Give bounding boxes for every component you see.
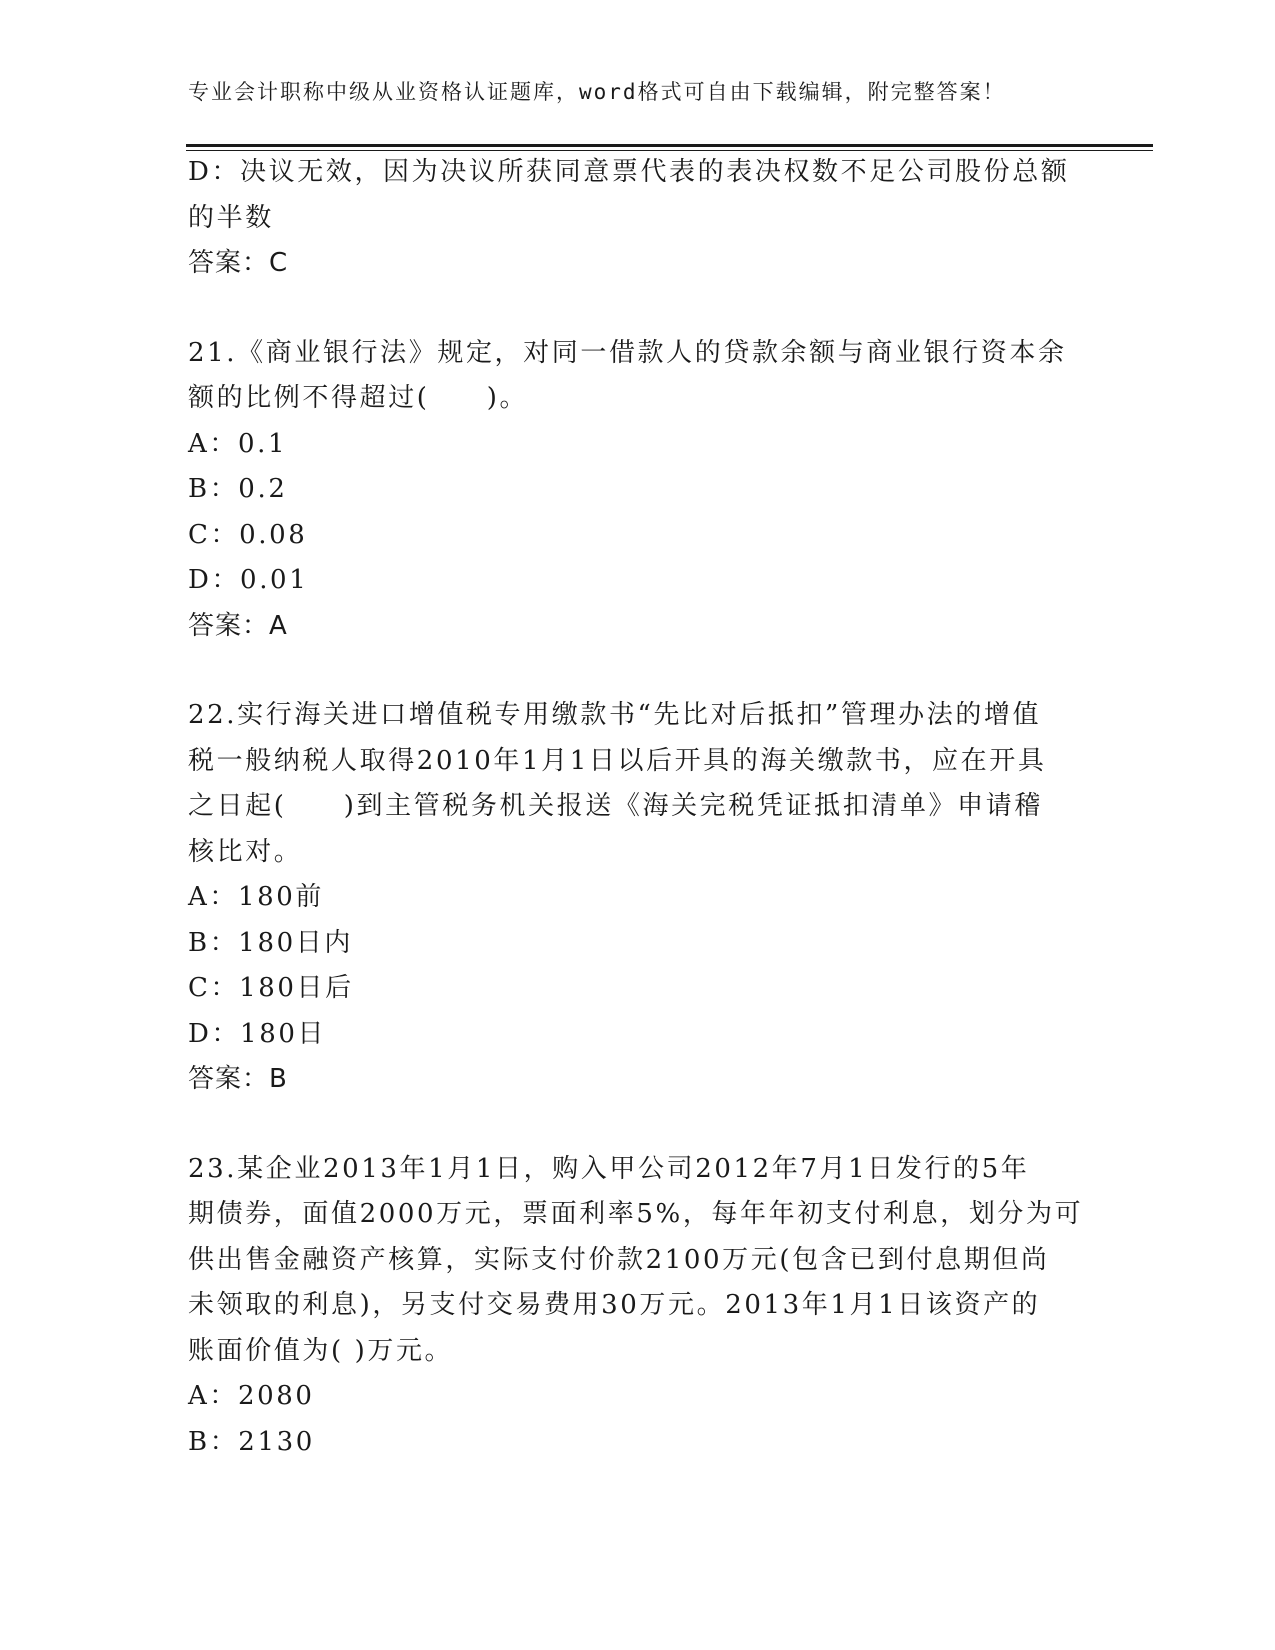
question-stem-line: 额的比例不得超过( )。 <box>188 383 529 413</box>
option-line: 的半数 <box>188 202 274 233</box>
option-a: A：0.1 <box>188 428 288 459</box>
question-23 <box>188 1147 1088 1466</box>
answer-line: 答案：A <box>188 610 288 641</box>
continued-question <box>188 150 1088 287</box>
question-stem-line: 核比对。 <box>188 836 303 867</box>
answer-line: 答案：B <box>188 1064 288 1094</box>
option-a: A：2080 <box>188 1381 315 1411</box>
answer-line: 答案：C <box>188 248 289 278</box>
option-b: B：180日内 <box>188 927 353 958</box>
question-stem-line: 23.某企业2013年1月1日，购入甲公司2012年7月1日发行的5年 <box>188 1153 1030 1184</box>
option-d: D：0.01 <box>188 565 309 595</box>
question-stem-line: 21.《商业银行法》规定，对同一借款人的贷款余额与商业银行资本余 <box>188 337 1067 368</box>
option-d: D：180日 <box>188 1018 327 1049</box>
option-b: B：2130 <box>188 1426 315 1457</box>
header-rule-thick <box>186 144 1153 147</box>
option-b: B：0.2 <box>188 474 288 504</box>
option-line: D：决议无效，因为决议所获同意票代表的表决权数不足公司股份总额 <box>188 157 1070 187</box>
question-stem-line: 供出售金融资产核算，实际支付价款2100万元(包含已到付息期但尚 <box>188 1244 1050 1275</box>
question-stem-line: 之日起( )到主管税务机关报送《海关完税凭证抵扣清单》申请稽 <box>188 791 1043 821</box>
question-stem-line: 期债券，面值2000万元，票面利率5%，每年年初支付利息，划分为可 <box>188 1199 1084 1229</box>
option-a: A：180前 <box>188 882 325 912</box>
option-c: C：0.08 <box>188 519 308 550</box>
question-21 <box>188 331 1088 650</box>
question-stem-line: 账面价值为( )万元。 <box>188 1335 454 1366</box>
option-c: C：180日后 <box>188 973 354 1003</box>
question-stem-line: 税一般纳税人取得2010年1月1日以后开具的海关缴款书，应在开具 <box>188 745 1047 776</box>
question-stem-line: 未领取的利息)，另支付交易费用30万元。2013年1月1日该资产的 <box>188 1290 1041 1320</box>
document-body <box>188 150 1088 1465</box>
question-22 <box>188 693 1088 1103</box>
question-stem-line: 22.实行海关进口增值税专用缴款书“先比对后抵扣”管理办法的增值 <box>188 700 1042 730</box>
page-header: 专业会计职称中级从业资格认证题库，word格式可自由下载编辑，附完整答案！ <box>188 80 1006 104</box>
